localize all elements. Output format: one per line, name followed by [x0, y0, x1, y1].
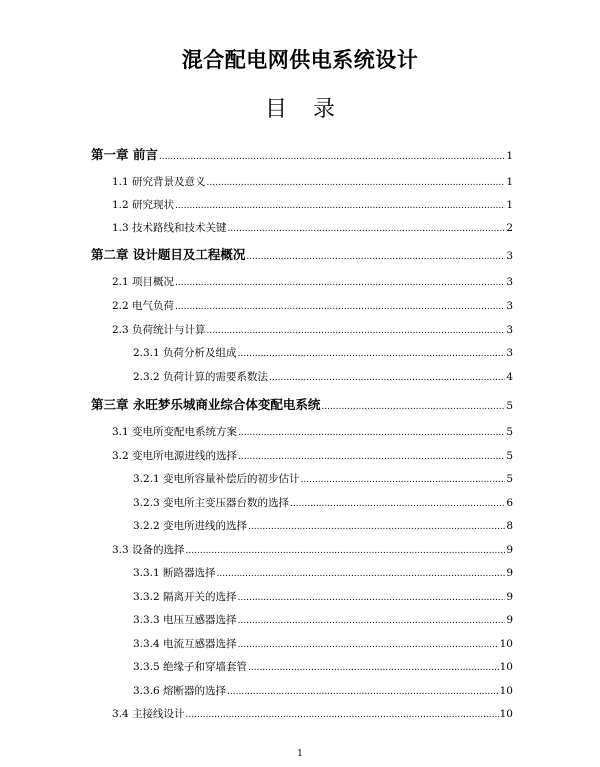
toc-dot-leader: [269, 368, 505, 388]
toc-entry-label: 第一章 前言: [91, 147, 158, 162]
toc-entry-3-3-6[interactable]: [133, 681, 513, 701]
toc-dot-leader: [186, 705, 499, 725]
toc-dot-leader: [238, 611, 506, 631]
toc-entry-page: 9: [506, 614, 513, 626]
toc-dot-leader: [217, 564, 506, 584]
toc-dot-leader: [186, 541, 506, 561]
toc-entry-2-3-2[interactable]: [133, 367, 513, 387]
toc-dot-leader: [238, 423, 505, 443]
toc-entry-3-3-2[interactable]: [133, 587, 513, 607]
toc-entry-1-3[interactable]: [112, 218, 513, 238]
toc-dot-leader: [238, 447, 505, 467]
toc-dot-leader: [228, 219, 506, 239]
toc-dot-leader: [238, 344, 506, 364]
toc-dot-leader: [207, 173, 506, 193]
toc-entry-page: 10: [499, 638, 513, 650]
toc-entry-label: 2.3.2 负荷计算的需要系数法: [133, 371, 269, 383]
toc-dot-leader: [238, 588, 506, 608]
toc-entry-label: 3.3 设备的选择: [112, 544, 185, 556]
toc-entry-label: 2.3.1 负荷分析及组成: [133, 347, 237, 359]
toc-entry-page: 1: [506, 199, 513, 211]
toc-entry-page: 2: [506, 222, 513, 234]
footer-page-number: 1: [297, 749, 303, 759]
toc-entry-page: 9: [506, 591, 513, 603]
toc-entry-label: 第三章 永旺梦乐城商业综合体变配电系统: [91, 397, 321, 412]
toc-entry-label: 3.2.1 变电所容量补偿后的初步估计: [133, 473, 300, 485]
toc-entry-2-1[interactable]: [112, 272, 513, 292]
toc-entry-label: 3.3.2 隔离开关的选择: [133, 591, 237, 603]
toc-heading-char-2: 录: [313, 97, 336, 122]
toc-entry-2-2[interactable]: [112, 296, 513, 316]
toc-entry-page: 10: [499, 708, 513, 720]
toc-entry-label: 第二章 设计题目及工程概况: [91, 247, 246, 262]
toc-dot-leader: [248, 517, 505, 537]
toc-entry-page: 9: [506, 567, 513, 579]
toc-dot-leader: [227, 682, 499, 702]
toc-entry-3-2-3[interactable]: [133, 493, 513, 513]
toc-entry-label: 2.2 电气负荷: [112, 300, 175, 312]
toc-entry-label: 2.3 负荷统计与计算: [112, 324, 206, 336]
toc-entry-page: 3: [506, 324, 513, 336]
toc-entry-chapter-3[interactable]: [91, 395, 513, 415]
toc-entry-3-4[interactable]: [112, 704, 513, 724]
toc-entry-3-3[interactable]: [112, 540, 513, 560]
toc-entry-label: 3.3.4 电流互感器选择: [133, 638, 237, 650]
toc-entry-page: 6: [506, 497, 513, 509]
toc-dot-leader: [290, 494, 505, 514]
toc-entry-chapter-2[interactable]: [91, 245, 513, 265]
toc-entry-label: 1.3 技术路线和技术关键: [112, 222, 227, 234]
toc-entry-label: 3.4 主接线设计: [112, 708, 185, 720]
toc-dot-leader: [301, 470, 506, 490]
toc-dot-leader: [175, 196, 505, 216]
toc-dot-leader: [175, 273, 505, 293]
toc-entry-page: 3: [506, 300, 513, 312]
toc-dot-leader: [248, 658, 499, 678]
toc-entry-page: 3: [506, 276, 513, 288]
toc-entry-3-3-4[interactable]: [133, 634, 513, 654]
document-title: 混合配电网供电系统设计: [181, 48, 419, 72]
toc-entry-3-2[interactable]: [112, 446, 513, 466]
toc-entry-page: 5: [506, 426, 513, 438]
toc-entry-page: 8: [506, 520, 513, 532]
toc-entry-1-1[interactable]: [112, 172, 513, 192]
toc-dot-leader: [175, 297, 505, 317]
toc-entry-page: 3: [506, 347, 513, 359]
toc-entry-label: 3.2.2 变电所进线的选择: [133, 520, 248, 532]
toc-entry-3-1[interactable]: [112, 422, 513, 442]
toc-entry-2-3-1[interactable]: [133, 343, 513, 363]
toc-heading: [0, 92, 600, 123]
toc-dot-leader: [238, 635, 499, 655]
toc-entry-page: 3: [506, 250, 513, 262]
toc-dot-leader: [321, 397, 505, 417]
toc-entry-page: 5: [506, 473, 513, 485]
toc-entry-label: 3.3.5 绝缘子和穿墙套管: [133, 661, 248, 673]
toc-entry-label: 3.3.6 熔断器的选择: [133, 685, 227, 697]
toc-entry-1-2[interactable]: [112, 195, 513, 215]
toc-entry-label: 3.3.3 电压互感器选择: [133, 614, 237, 626]
toc-dot-leader: [246, 247, 505, 267]
toc-entry-page: 1: [506, 176, 513, 188]
toc-entry-3-2-2[interactable]: [133, 516, 513, 536]
toc-entry-page: 10: [499, 661, 513, 673]
toc-dot-leader: [207, 321, 506, 341]
toc-entry-label: 3.2 变电所电源进线的选择: [112, 450, 238, 462]
toc-dot-leader: [159, 147, 505, 167]
toc-entry-3-3-3[interactable]: [133, 610, 513, 630]
toc-entry-label: 2.1 项目概况: [112, 276, 175, 288]
toc-entry-label: 1.2 研究现状: [112, 199, 175, 211]
toc-entry-label: 3.3.1 断路器选择: [133, 567, 216, 579]
toc-entry-3-3-5[interactable]: [133, 657, 513, 677]
toc-entry-page: 5: [506, 450, 513, 462]
toc-heading-char-1: 目: [264, 97, 287, 122]
toc-entry-label: 1.1 研究背景及意义: [112, 176, 206, 188]
toc-entry-page: 9: [506, 544, 513, 556]
toc-entry-3-2-1[interactable]: [133, 469, 513, 489]
toc-entry-page: 10: [499, 685, 513, 697]
toc-entry-page: 4: [506, 371, 513, 383]
toc-entry-chapter-1[interactable]: [91, 145, 513, 165]
toc-entry-page: 5: [506, 400, 513, 412]
toc-entry-3-3-1[interactable]: [133, 563, 513, 583]
toc-entry-label: 3.1 变电所变配电系统方案: [112, 426, 238, 438]
toc-entry-page: 1: [506, 150, 513, 162]
toc-entry-label: 3.2.3 变电所主变压器台数的选择: [133, 497, 290, 509]
toc-entry-2-3[interactable]: [112, 320, 513, 340]
